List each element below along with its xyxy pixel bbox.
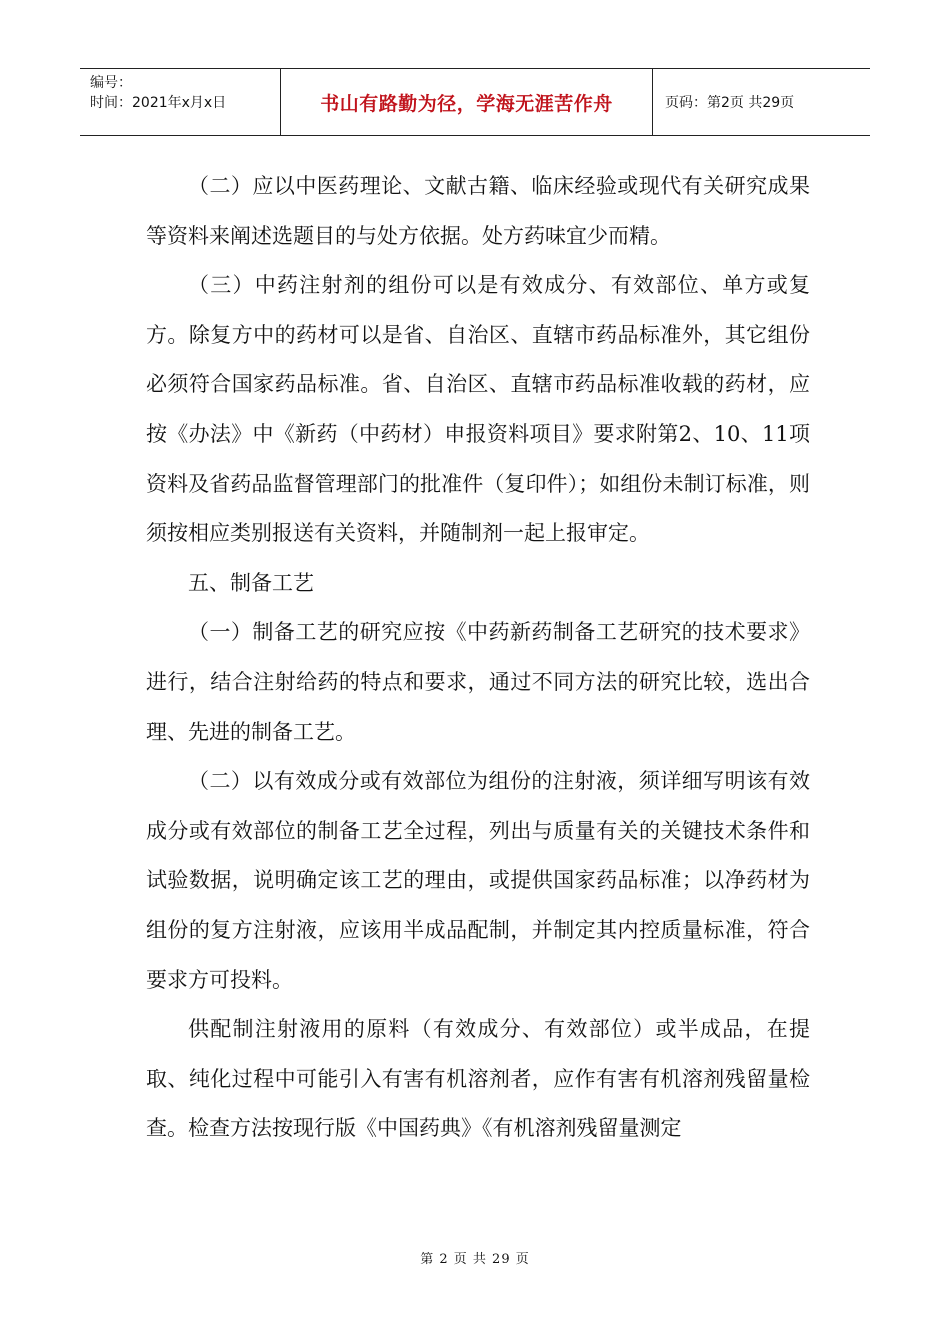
page-header (80, 68, 870, 136)
document-number-label: 编号： (90, 75, 132, 91)
paragraph-2-2: （二）应以中医药理论、文献古籍、临床经验或现代有关研究成果等资料来阐述选题目的与处方依据。处方药味宜少而精。 (146, 174, 810, 248)
document-date: 时间：2021年x月x日 (90, 95, 227, 111)
document-body (146, 162, 810, 1154)
paragraph-5-2: （二）以有效成分或有效部位为组份的注射液，须详细写明该有效成分或有效部位的制备工艺全过程，列出与质量有关的关键技术条件和试验数据，说明确定该工艺的理由，或提供国家药品标准；以净药材为组份的复方注射液，应该用半成品配制，并制定其内控质量标准，符合要求方可投料。 (146, 769, 810, 992)
header-meta-cell (80, 69, 281, 135)
page-footer: 第 2 页 共 29 页 (420, 1252, 530, 1267)
section-heading-5: 五、制备工艺 (188, 570, 314, 595)
header-page-info: 页码：第2页 共29页 (665, 95, 795, 111)
header-motto: 书山有路勤为径，学海无涯苦作舟 (281, 69, 653, 135)
paragraph-solvent-residue: 供配制注射液用的原料（有效成分、有效部位）或半成品，在提取、纯化过程中可能引入有害有机溶剂者，应作有害有机溶剂残留量检查。检查方法按现行版《中国药典》《有机溶剂残留量测定 (146, 1017, 810, 1141)
paragraph-5-1: （一）制备工艺的研究应按《中药新药制备工艺研究的技术要求》进行，结合注射给药的特点和要求，通过不同方法的研究比较，选出合理、先进的制备工艺。 (146, 620, 810, 744)
paragraph-2-3: （三）中药注射剂的组份可以是有效成分、有效部位、单方或复方。除复方中的药材可以是省、自治区、直辖市药品标准外，其它组份必须符合国家药品标准。省、自治区、直辖市药品标准收载的药材，应按《办法》中《新药（中药材）申报资料项目》要求附第2、10、11项资料及省药品监督管理部门的批准件（复印件）；如组份未制订标准，则须按相应类别报送有关资料，并随制剂一起上报审定。 (146, 273, 810, 546)
